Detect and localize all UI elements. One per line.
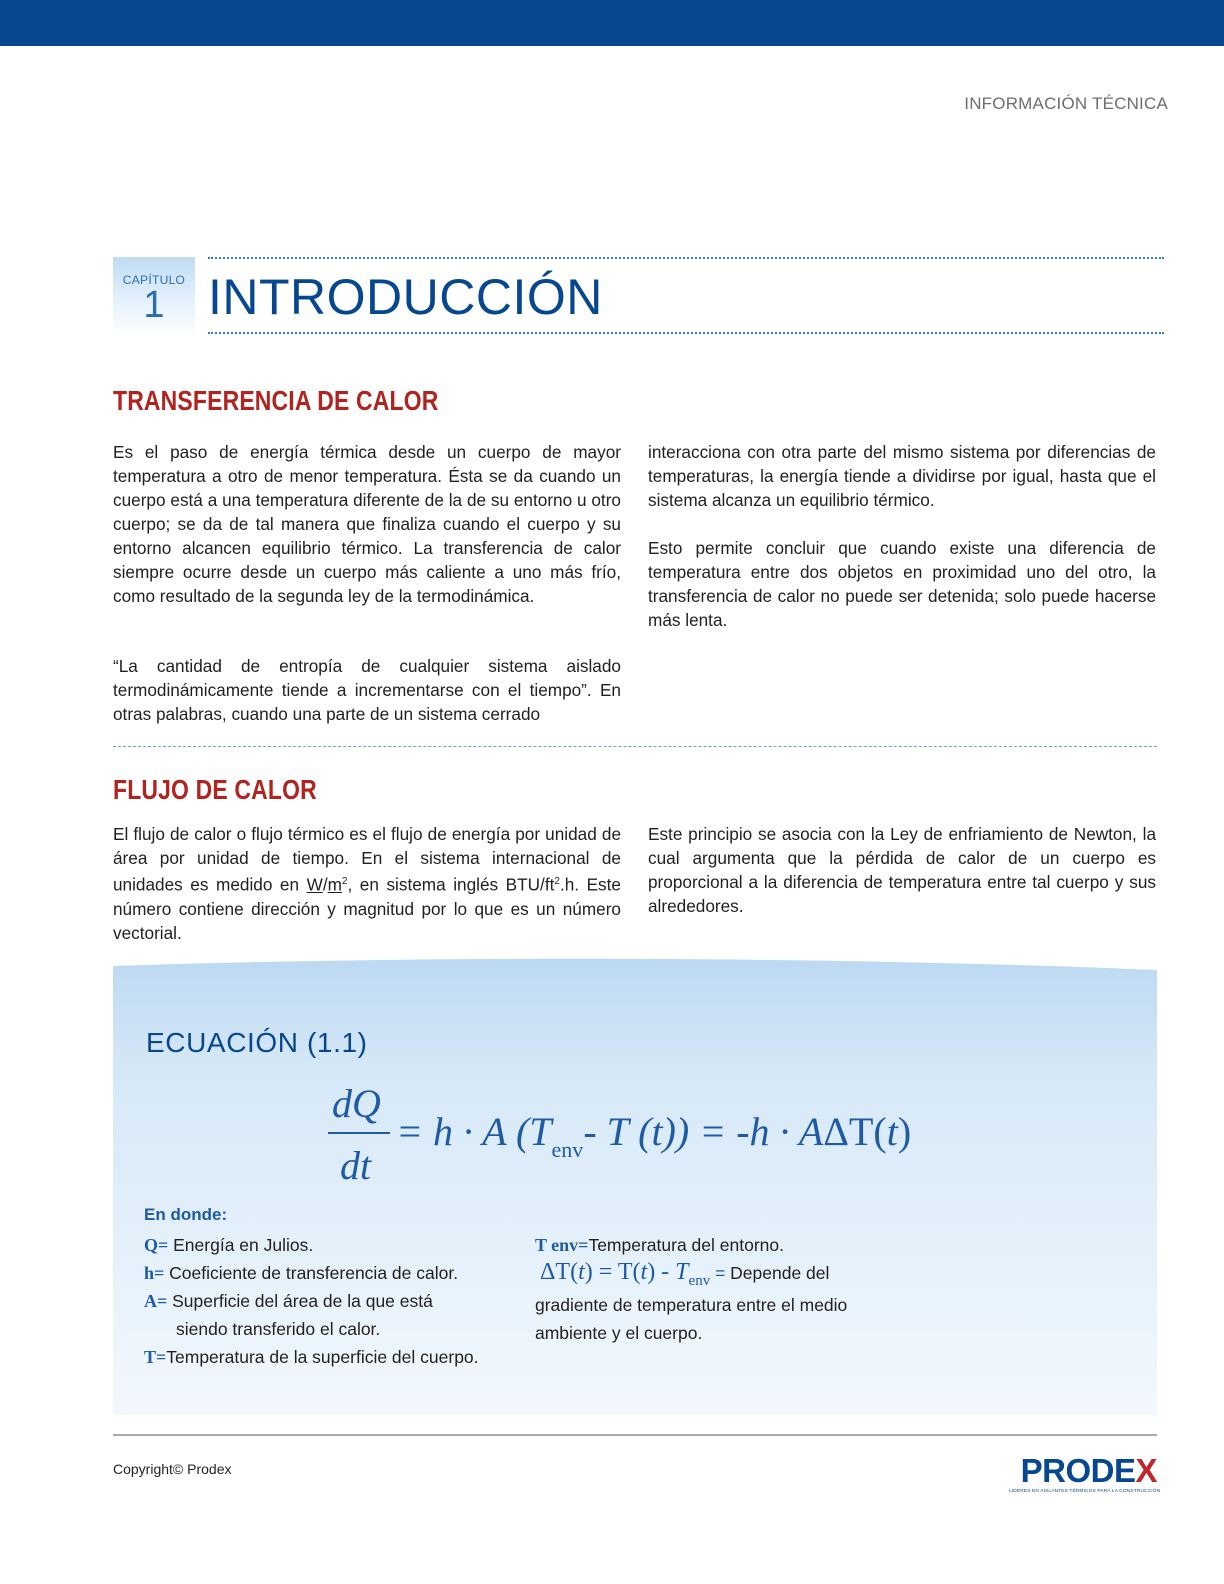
- section-title-flujo: FLUJO DE CALOR: [113, 774, 317, 805]
- chapter-title: INTRODUCCIÓN: [208, 269, 603, 325]
- delta-subscript: env: [688, 1273, 711, 1289]
- definition-t-text: Temperatura de la superficie del cuerpo.: [166, 1347, 479, 1367]
- definition-delta: [540, 1260, 829, 1293]
- flujo-text-a: El flujo de calor o flujo térmico es el flujo de energía por unidad de área por unidad de tiempo. En el sistema internacional de unidades es medido en: [113, 824, 621, 895]
- definition-a-text: Superficie del área de la que está: [167, 1291, 433, 1311]
- definition-delta-cont-2: ambiente y el cuerpo.: [535, 1323, 703, 1343]
- dotted-divider-top: [208, 257, 1164, 259]
- flujo-text-b: , en sistema inglés BTU/ft: [347, 874, 555, 895]
- definition-q: [144, 1233, 313, 1257]
- chapter-word: CAPÍTULO: [122, 273, 186, 287]
- definition-tenv-text: Temperatura del entorno.: [588, 1235, 784, 1255]
- definition-h-key: h=: [144, 1263, 165, 1283]
- chapter-badge: [113, 257, 195, 337]
- delta-part-3: ) -: [647, 1259, 676, 1285]
- paragraph-transferencia-3: interacciona con otra parte del mismo sistema por diferencias de temperaturas, la energía tiende a dividirse por igual, hasta que el sistema alcanza un equilibrio térmico.: [648, 442, 1156, 510]
- definition-a-cont: siendo transferido el calor.: [176, 1319, 381, 1339]
- section-title-transferencia: TRANSFERENCIA DE CALOR: [113, 385, 439, 416]
- paragraph-transferencia-4: Esto permite concluir que cuando existe una diferencia de temperatura entre dos objetos en proximidad uno del otro, la transferencia de calor no puede ser detenida; solo puede hacerse más lenta.: [648, 538, 1156, 630]
- copyright-text: Copyright© Prodex: [113, 1461, 232, 1477]
- delta-part-1: ΔT(: [540, 1259, 579, 1285]
- definition-tenv-key: T env=: [535, 1235, 589, 1255]
- dashed-divider: [113, 746, 1157, 747]
- paragraph-flujo-2: Este principio se asocia con la Ley de enfriamiento de Newton, la cual argumenta que la pérdida de calor de un cuerpo es proporcional a la diferencia de temperatura entre tal cuerpo y sus alrededores.: [648, 824, 1156, 916]
- top-banner: [0, 0, 1224, 46]
- logo-wordmark: [1009, 1452, 1157, 1489]
- logo-text-x: X: [1135, 1452, 1157, 1489]
- definition-h-text: Coeficiente de transferencia de calor.: [164, 1263, 459, 1283]
- paragraph-transferencia-1: Es el paso de energía térmica desde un cuerpo de mayor temperatura a otro de menor temperatura. Ésta se da cuando un cuerpo está a una temperatura diferente de la de su entorno u otro cuerpo; se da de tal manera que finaliza cuando el cuerpo y su entorno alcancen equilibrio térmico. La transferencia de calor siempre ocurre desde un cuerpo más caliente a uno más frío, como resultado de la segunda ley de la termodinámica.: [113, 442, 621, 606]
- delta-t-1: t: [578, 1259, 585, 1285]
- delta-T: T: [675, 1259, 689, 1285]
- panel-wave: [113, 958, 1157, 1018]
- delta-part-2: ) = T(: [584, 1259, 641, 1285]
- chapter-number: 1: [143, 284, 165, 326]
- equation-title: ECUACIÓN (1.1): [146, 1027, 368, 1058]
- header-label: INFORMACIÓN TÉCNICA: [964, 94, 1168, 113]
- footer-divider: [113, 1434, 1157, 1436]
- logo-text-main: PRODE: [1020, 1452, 1136, 1489]
- delta-text: Depende del: [730, 1263, 830, 1283]
- rhs-delta: ΔT(: [823, 1109, 887, 1154]
- rhs-part-a: = h · A (T: [396, 1109, 552, 1154]
- definition-a: [144, 1289, 433, 1313]
- definition-t: [144, 1345, 479, 1369]
- definition-q-key: Q=: [144, 1235, 169, 1255]
- definition-q-text: Energía en Julios.: [168, 1235, 314, 1255]
- equation-rhs: [396, 1108, 911, 1163]
- equation-formula: [326, 1078, 966, 1188]
- superscript-2-ft: 2: [554, 876, 560, 887]
- definition-a-key: A=: [144, 1291, 168, 1311]
- rhs-close: ): [897, 1109, 912, 1154]
- dotted-divider-bottom: [208, 332, 1164, 334]
- definition-t-key: T=: [144, 1347, 167, 1367]
- delta-t-2: t: [640, 1259, 648, 1285]
- superscript-2: 2: [341, 876, 348, 887]
- rhs-subscript: env: [551, 1137, 584, 1162]
- definition-h: [144, 1261, 458, 1285]
- delta-equals: =: [710, 1263, 731, 1283]
- fraction-denominator: dt: [340, 1143, 372, 1188]
- prodex-logo: [1009, 1452, 1161, 1494]
- unit-meter: m: [327, 874, 342, 895]
- delta-formula: [540, 1259, 711, 1289]
- logo-tagline: LÍDERES EN AISLANTES TÉRMICOS PARA LA CONSTRUCCIÓN: [1009, 1489, 1161, 1494]
- paragraph-flujo-1: [113, 822, 621, 945]
- rhs-t: t: [886, 1109, 898, 1154]
- fraction-numerator: dQ: [332, 1081, 381, 1126]
- definition-tenv: [535, 1233, 784, 1257]
- fraction-bar: [328, 1132, 390, 1134]
- definition-delta-cont-1: gradiente de temperatura entre el medio: [535, 1295, 848, 1315]
- rhs-part-b: - T (t)) = -h · A: [583, 1109, 824, 1154]
- unit-watt: W: [306, 874, 323, 895]
- unit-separator: /: [322, 874, 328, 895]
- paragraph-transferencia-2: “La cantidad de entropía de cualquier sistema aislado termodinámicamente tiende a incrementarse con el tiempo”. En otras palabras, cuando una parte de un sistema cerrado: [113, 656, 621, 724]
- flujo-text-c: .h. Este número contiene dirección y magnitud por lo que es un número vectorial.: [113, 874, 621, 943]
- definitions-heading: En donde:: [144, 1205, 228, 1224]
